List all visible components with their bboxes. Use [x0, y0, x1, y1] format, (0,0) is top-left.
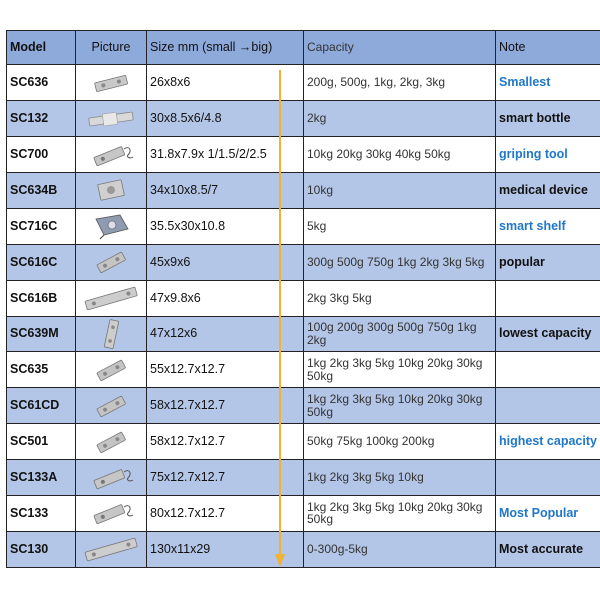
capacity-cell: 2kg [304, 101, 496, 137]
note-text: Most accurate [499, 541, 584, 556]
table-row [7, 137, 600, 173]
picture-cell [76, 424, 147, 460]
note-text: Smallest [499, 75, 551, 90]
size-cell: 31.8x7.9x 1/1.5/2/2.5 [147, 137, 304, 173]
picture-cell [76, 388, 147, 424]
load-cell-wired-bar-icon [76, 137, 146, 172]
size-cell: 80x12.7x12.7 [147, 496, 304, 532]
note-text: smart shelf [499, 218, 566, 233]
model-cell: SC634B [7, 173, 76, 209]
capacity-cell: 1kg 2kg 3kg 5kg 10kg 20kg 30kg 50kg [304, 352, 496, 388]
header-picture: Picture [76, 31, 147, 65]
size-cell: 75x12.7x12.7 [147, 460, 304, 496]
load-cell-small-bar-icon [76, 65, 146, 100]
note-cell [496, 173, 600, 209]
table-row [7, 244, 600, 280]
model-cell: SC130 [7, 531, 76, 567]
note-cell [496, 460, 600, 496]
load-cell-bar-icon [76, 388, 146, 423]
capacity-cell: 200g, 500g, 1kg, 2kg, 3kg [304, 65, 496, 101]
load-cell-bar-icon [76, 245, 146, 280]
model-cell: SC132 [7, 101, 76, 137]
picture-cell [76, 137, 147, 173]
size-cell: 58x12.7x12.7 [147, 424, 304, 460]
size-cell: 35.5x30x10.8 [147, 208, 304, 244]
note-cell [496, 137, 600, 173]
table-row [7, 65, 600, 101]
load-cell-wired-bar-icon [76, 496, 146, 531]
table-row [7, 531, 600, 567]
picture-cell [76, 101, 147, 137]
size-cell: 130x11x29 [147, 531, 304, 567]
picture-cell [76, 65, 147, 101]
load-cell-long-bar-icon [76, 532, 146, 567]
note-text: highest capacity [499, 434, 597, 449]
model-cell: SC133 [7, 496, 76, 532]
size-cell: 34x10x8.5/7 [147, 173, 304, 209]
picture-cell [76, 244, 147, 280]
note-cell [496, 101, 600, 137]
note-cell [496, 352, 600, 388]
picture-cell [76, 496, 147, 532]
header-capacity: Capacity [304, 31, 496, 65]
picture-cell [76, 208, 147, 244]
note-text: popular [499, 254, 545, 269]
picture-cell [76, 352, 147, 388]
note-cell [496, 496, 600, 532]
load-cell-bar-icon [76, 352, 146, 387]
size-cell: 58x12.7x12.7 [147, 388, 304, 424]
capacity-cell: 5kg [304, 208, 496, 244]
capacity-cell: 10kg [304, 173, 496, 209]
note-cell [496, 388, 600, 424]
table-row [7, 460, 600, 496]
table-row [7, 316, 600, 352]
size-cell: 45x9x6 [147, 244, 304, 280]
load-cell-bar-icon [76, 424, 146, 459]
model-cell: SC639M [7, 316, 76, 352]
picture-cell [76, 316, 147, 352]
model-cell: SC501 [7, 424, 76, 460]
capacity-cell: 1kg 2kg 3kg 5kg 10kg 20kg 30kg 50kg [304, 496, 496, 532]
model-cell: SC635 [7, 352, 76, 388]
capacity-cell: 1kg 2kg 3kg 5kg 10kg [304, 460, 496, 496]
note-cell [496, 424, 600, 460]
model-cell: SC616B [7, 280, 76, 316]
model-cell: SC616C [7, 244, 76, 280]
load-cell-table [6, 30, 600, 568]
load-cell-flat-bar-icon [76, 101, 146, 136]
picture-cell [76, 531, 147, 567]
note-text: Most Popular [499, 505, 579, 520]
table-row [7, 352, 600, 388]
model-cell: SC133A [7, 460, 76, 496]
picture-cell [76, 173, 147, 209]
size-cell: 30x8.5x6/4.8 [147, 101, 304, 137]
capacity-cell: 10kg 20kg 30kg 40kg 50kg [304, 137, 496, 173]
note-cell [496, 244, 600, 280]
note-cell [496, 208, 600, 244]
load-cell-long-bar-icon [76, 281, 146, 316]
table-row [7, 496, 600, 532]
picture-cell [76, 280, 147, 316]
table-row [7, 173, 600, 209]
note-cell [496, 65, 600, 101]
table-row [7, 101, 600, 137]
model-cell: SC636 [7, 65, 76, 101]
header-note: Note [496, 31, 600, 65]
note-cell [496, 531, 600, 567]
note-text: griping tool [499, 146, 568, 161]
capacity-cell: 2kg 3kg 5kg [304, 280, 496, 316]
table-row [7, 388, 600, 424]
size-cell: 47x9.8x6 [147, 280, 304, 316]
load-cell-wired-bar-icon [76, 460, 146, 495]
note-text: smart bottle [499, 111, 571, 126]
load-cell-plate-icon [76, 209, 146, 244]
table-row [7, 208, 600, 244]
size-cell: 55x12.7x12.7 [147, 352, 304, 388]
model-cell: SC61CD [7, 388, 76, 424]
header-size: Size mm (small →big) [147, 31, 304, 65]
capacity-cell: 50kg 75kg 100kg 200kg [304, 424, 496, 460]
header-row [7, 31, 600, 65]
load-cell-vertical-bar-icon [76, 317, 146, 352]
note-cell [496, 280, 600, 316]
model-cell: SC700 [7, 137, 76, 173]
header-model: Model [7, 31, 76, 65]
table-row [7, 424, 600, 460]
note-text: medical device [499, 182, 588, 197]
load-cell-block-icon [76, 173, 146, 208]
capacity-cell: 1kg 2kg 3kg 5kg 10kg 20kg 30kg 50kg [304, 388, 496, 424]
note-text: lowest capacity [499, 326, 592, 341]
capacity-cell: 100g 200g 300g 500g 750g 1kg 2kg [304, 316, 496, 352]
table-row [7, 280, 600, 316]
size-cell: 26x8x6 [147, 65, 304, 101]
picture-cell [76, 460, 147, 496]
capacity-cell: 0-300g-5kg [304, 531, 496, 567]
size-cell: 47x12x6 [147, 316, 304, 352]
note-cell [496, 316, 600, 352]
model-cell: SC716C [7, 208, 76, 244]
capacity-cell: 300g 500g 750g 1kg 2kg 3kg 5kg [304, 244, 496, 280]
